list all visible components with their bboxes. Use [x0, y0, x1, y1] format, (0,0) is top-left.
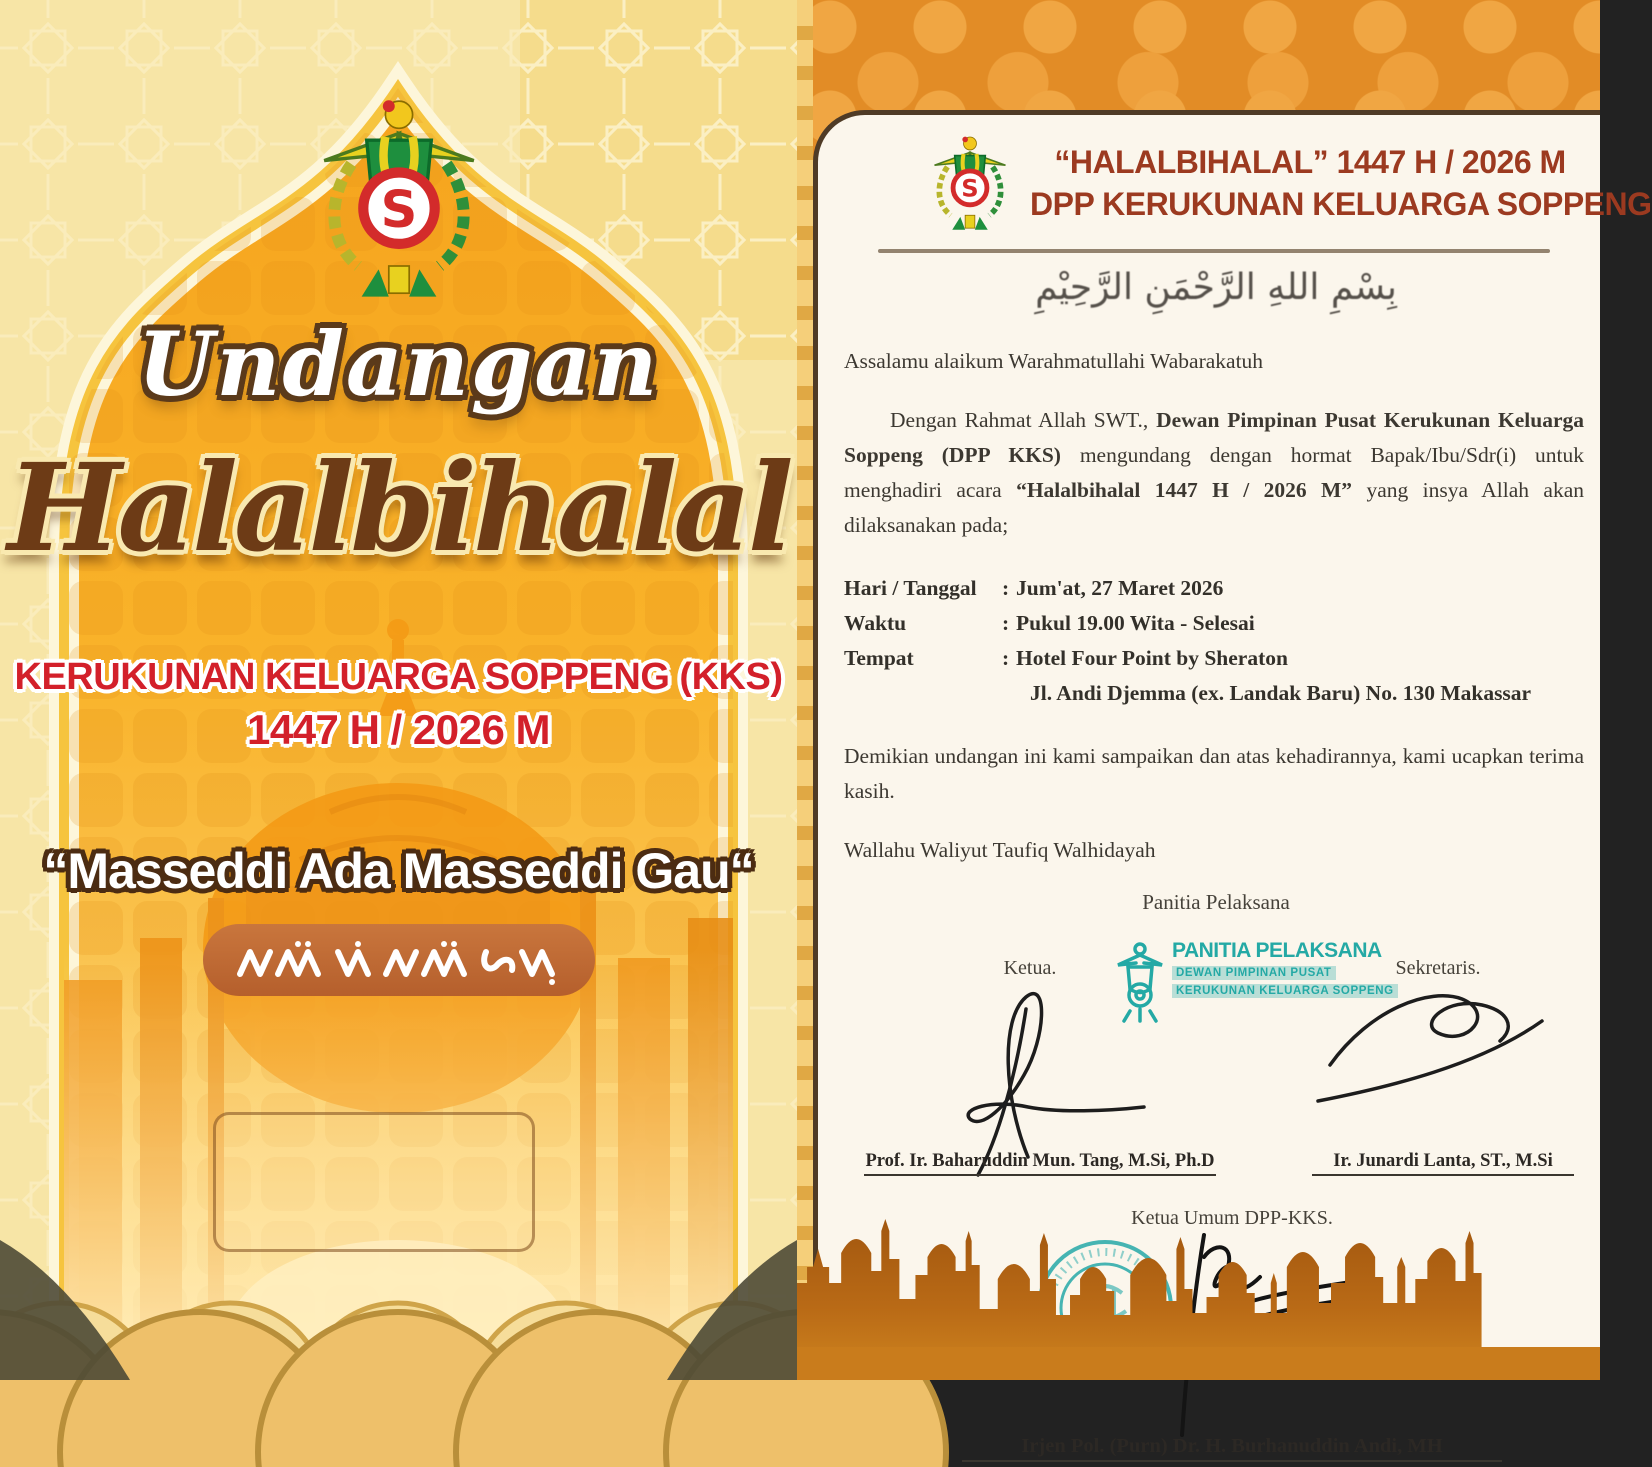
cover-panel [0, 0, 797, 1380]
letter-header [928, 133, 1652, 233]
salutation: Assalamu alaikum Warahmatullahi Wabarakatuh [844, 349, 1264, 373]
detail-colon: : [1002, 646, 1010, 670]
bismillah-calligraphy: بِسْمِ اللهِ الرَّحْمَنِ الرَّحِيْمِ [1035, 267, 1397, 308]
letter-title-line2: DPP KERUKUNAN KELUARGA SOPPENG [1030, 186, 1652, 222]
mosque-skyline-silhouette [797, 1175, 1600, 1380]
detail-colon: : [1002, 611, 1010, 635]
chair-signature [908, 979, 1158, 1179]
letter-panel [797, 0, 1652, 1457]
stamp-line1: PANITIA PELAKSANA [1172, 939, 1382, 962]
detail-label: Hari / Tanggal [844, 576, 977, 600]
detail-row-venue [844, 641, 1590, 676]
p1-text: Dengan Rahmat Allah SWT., [890, 408, 1157, 432]
detail-label: Waktu [844, 611, 907, 635]
secretary-role-label: Sekretaris. [1395, 957, 1481, 979]
cover-motto: “Masseddi Ada Masseddi Gau“ [43, 843, 754, 899]
cover-title-script: Undangan [137, 312, 660, 416]
kks-crest-icon [314, 92, 484, 304]
cover-title-main: Halalbihalal [7, 436, 790, 579]
stamp-line2: DEWAN PIMPINAN PUSAT [1172, 966, 1336, 980]
cover-org-name: KERUKUNAN KELUARGA SOPPENG (KKS) [14, 656, 783, 698]
opening-paragraph [844, 403, 1584, 543]
detail-row-time [844, 606, 1590, 641]
event-details [844, 571, 1590, 711]
detail-colon: : [1002, 576, 1010, 600]
lontara-motto-pill [203, 924, 595, 996]
closing-paragraph: Demikian undangan ini kami sampaikan dan atas kehadirannya, kami ucapkan terima kasih. [844, 744, 1584, 803]
stamp-line3: KERUKUNAN KELUARGA SOPPENG [1172, 984, 1398, 998]
detail-value: Pukul 19.00 Wita - Selesai [1016, 611, 1255, 635]
signature-zone [842, 921, 1590, 1189]
header-rule [878, 249, 1550, 253]
chairman-role-label: Ketua Umum DPP-KKS. [1131, 1207, 1333, 1229]
p1-text: mengundang dengan hormat Bapak/Ibu/Sdr(i) untuk menghadiri acara [844, 443, 1585, 502]
p1-bold-org: Dewan Pimpinan Pusat Kerukunan Keluarga Soppeng (DPP KKS) [844, 408, 1584, 467]
p1-bold-event: “Halalbihalal 1447 H / 2026 M” [1016, 478, 1353, 502]
chair-name: Prof. Ir. Baharuddin Mun. Tang, M.Si, Ph.D [864, 1151, 1216, 1176]
lontara-script-icon [234, 936, 564, 984]
guest-name-box [213, 1112, 535, 1252]
committee-heading: Panitia Pelaksana [1142, 890, 1290, 914]
detail-label: Tempat [844, 646, 914, 670]
kks-crest-icon [928, 133, 1012, 233]
detail-value: Jum'at, 27 Maret 2026 [1016, 576, 1224, 600]
chair-role-label: Ketua. [1003, 957, 1057, 979]
closing-prayer: Wallahu Waliyut Taufiq Walhidayah [844, 838, 1156, 862]
chairman-name: Irjen Pol. (Purn) Dr. H. Burhanuddin Andi, MH [962, 1435, 1502, 1462]
secretary-name: Ir. Junardi Lanta, ST., M.Si [1312, 1151, 1574, 1176]
letter-title-line1: “HALALBIHALAL” 1447 H / 2026 M [1054, 144, 1566, 180]
cover-year-line: 1447 H / 2026 M [246, 706, 551, 753]
gold-edge-ornament [797, 0, 813, 1380]
p1-text: yang insya Allah akan dilaksanakan pada; [844, 478, 1585, 537]
detail-row-date [844, 571, 1590, 606]
secretary-signature [1310, 969, 1550, 1129]
detail-value: Hotel Four Point by Sheraton [1016, 646, 1288, 670]
detail-venue-address: Jl. Andi Djemma (ex. Landak Baru) No. 130 Makassar [1030, 681, 1532, 705]
